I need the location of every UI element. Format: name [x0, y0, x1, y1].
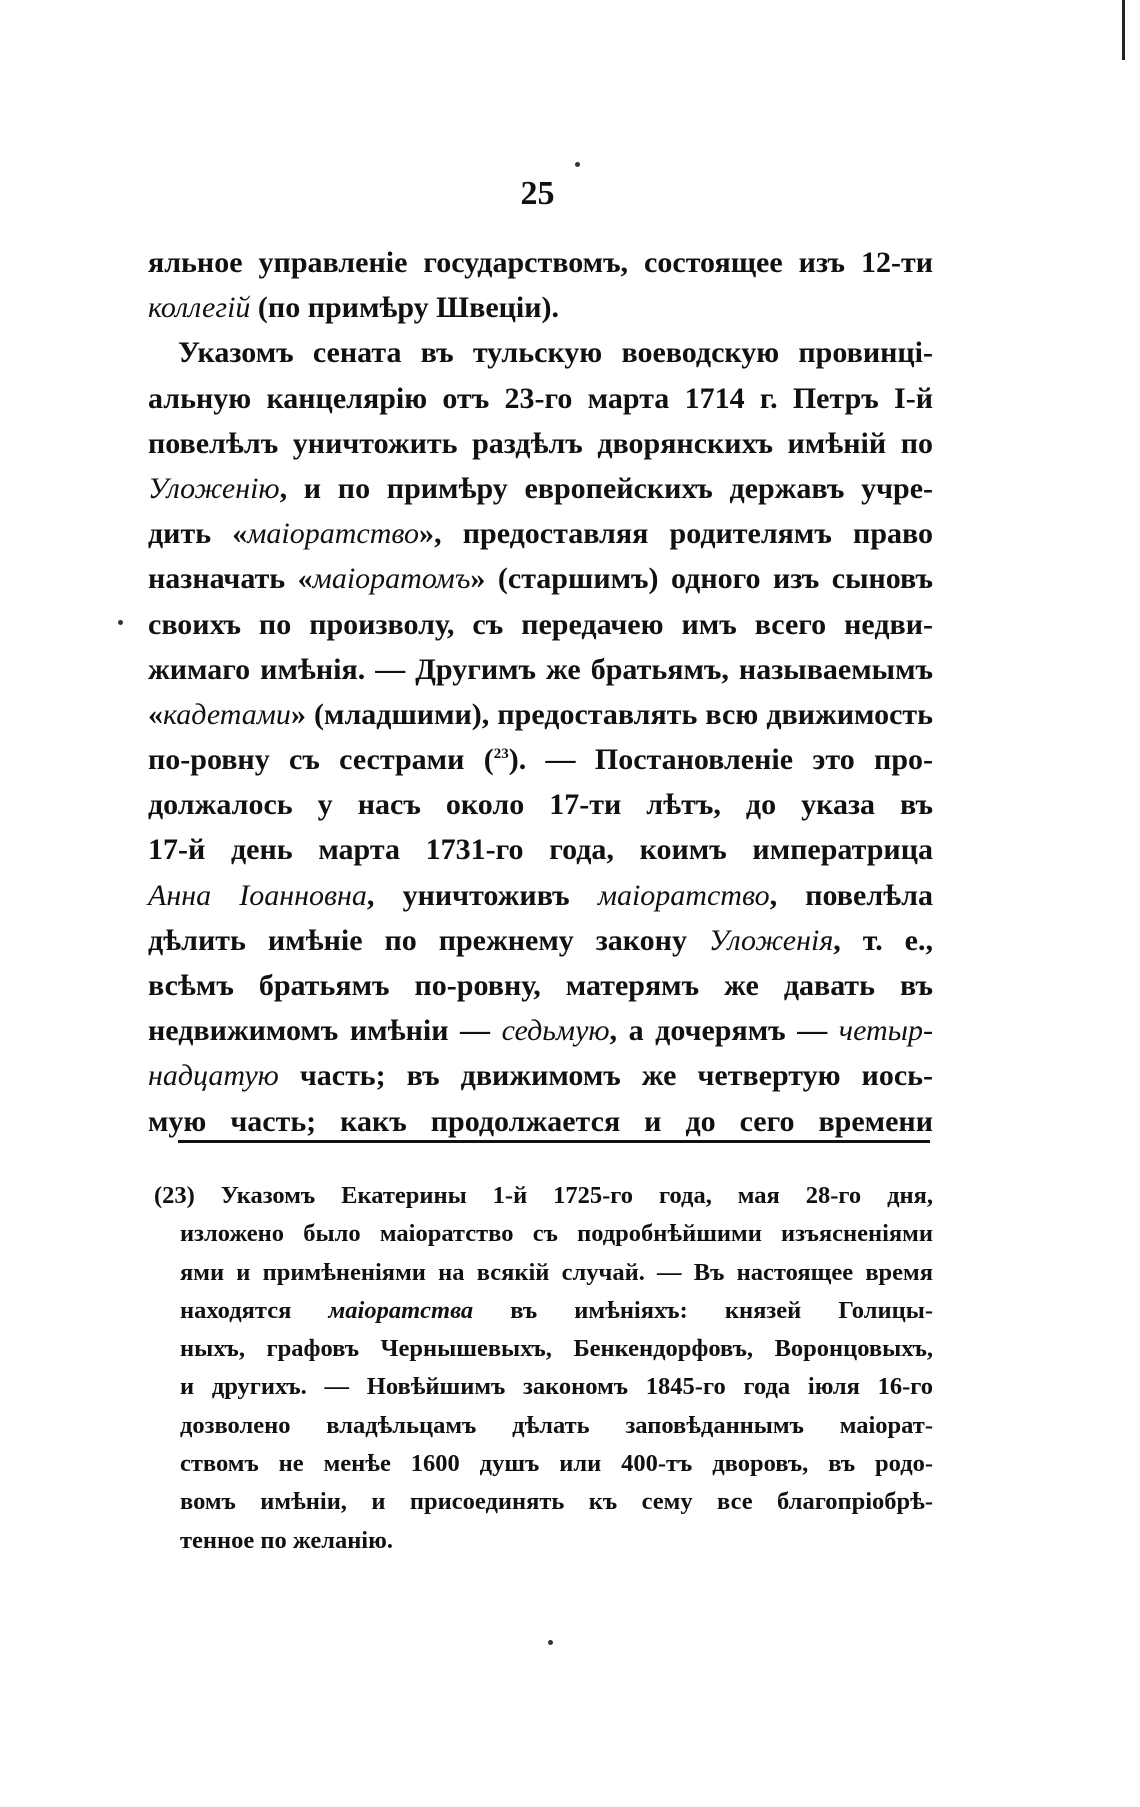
- text-line: 17-й день марта 1731-го года, коимъ императрица: [148, 833, 933, 867]
- page-edge-mark: [1122, 0, 1125, 60]
- footnote-line: ями и примѣненіями на всякій случай. — Въ настоящее время: [180, 1258, 933, 1286]
- text-line: назначать «маіоратомъ» (старшимъ) одного изъ сыновъ: [148, 562, 934, 596]
- text-line: мую часть; какъ продолжается и до сего времени: [148, 1104, 933, 1138]
- footnote-line: дозволено владѣльцамъ дѣлать заповѣданнымъ маіорат-: [180, 1411, 933, 1439]
- text-line: должалось у насъ около 17-ти лѣтъ, до указа въ: [148, 788, 933, 822]
- footnote-separator: [178, 1140, 930, 1143]
- footnote-line: изложено было маіоратство съ подробнѣйшими изъясненіями: [180, 1220, 933, 1248]
- text-line: надцатую часть; въ движимомъ же четвертую иось-: [148, 1059, 933, 1093]
- text-line: альную канцелярію отъ 23-го марта 1714 г. Петръ І-й: [148, 381, 933, 415]
- footnote-line: вомъ имѣніи, и присоединять къ сему все благопріобрѣ-: [180, 1488, 933, 1516]
- footnote-line: ныхъ, графовъ Чернышевыхъ, Бенкендорфовъ, Воронцовыхъ,: [180, 1335, 933, 1363]
- text-line: недвижимомъ имѣніи — седьмую, а дочерямъ — четыр-: [148, 1014, 933, 1048]
- text-line: дить «маіоратство», предоставляя родителямъ право: [148, 517, 933, 551]
- text-line: Уложенію, и по примѣру европейскихъ державъ учре-: [148, 471, 933, 505]
- text-line: жимаго имѣнія. — Другимъ же братьямъ, называемымъ: [148, 652, 933, 686]
- text-line: «кадетами» (младшими), предоставлять всю движимость: [148, 697, 933, 731]
- text-line: дѣлить имѣніе по прежнему закону Уложенія, т. е.,: [148, 923, 933, 957]
- text-line: Указомъ сената въ тульскую воеводскую провинці-: [178, 336, 933, 370]
- footnote: [148, 1177, 933, 1560]
- text-line: всѣмъ братьямъ по-ровну, матерямъ же давать въ: [148, 969, 933, 1002]
- footnote-line: и другихъ. — Новѣйшимъ закономъ 1845-го года іюля 16-го: [180, 1373, 933, 1401]
- text-line: повелѣлъ уничтожить раздѣлъ дворянскихъ имѣній по: [148, 426, 933, 460]
- text-line: по-ровну съ сестрами ($^{23}$). — Постановленіе это про-: [148, 743, 933, 777]
- footnote-line: (23) Указомъ Екатерины 1-й 1725-го года, мая 28-го дня,: [154, 1182, 933, 1209]
- text-line: своихъ по произволу, съ передачею имъ всего недви-: [148, 607, 933, 641]
- print-speck: [575, 162, 580, 167]
- text-line: коллегій (по примѣру Швеціи).: [148, 291, 560, 325]
- footnote-line: тенное по желанію.: [180, 1526, 393, 1554]
- print-speck: [548, 1640, 553, 1645]
- footnote-line: находятся маіоратства въ имѣніяхъ: князей Голицы-: [180, 1296, 933, 1324]
- text-line: яльное управленіе государствомъ, состоящее изъ 12-ти: [148, 246, 933, 279]
- footnote-line: ствомъ не менѣе 1600 душъ или 400-тъ дворовъ, въ родо-: [180, 1450, 933, 1478]
- text-line: Анна Іоанновна, уничтоживъ маіоратство, повелѣла: [148, 878, 933, 912]
- print-speck: [118, 620, 123, 625]
- main-text: [148, 240, 933, 1144]
- page-number: 25: [520, 175, 555, 212]
